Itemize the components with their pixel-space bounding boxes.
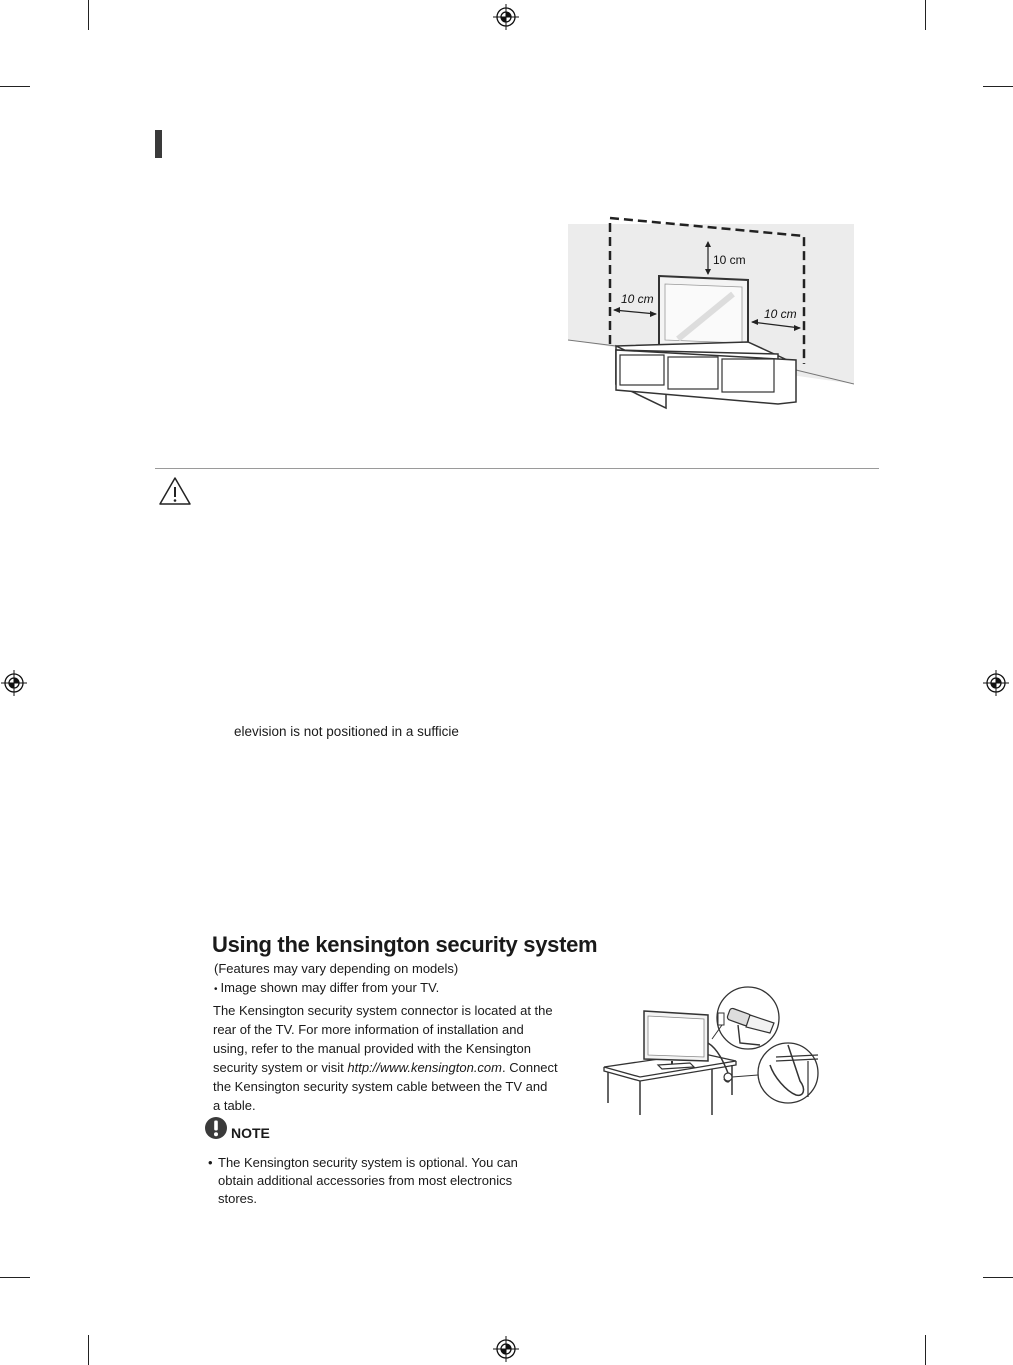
- top-clearance-label: 10 cm: [713, 253, 746, 267]
- kensington-heading: Using the kensington security system: [212, 932, 598, 957]
- zoom-leader: [732, 1075, 758, 1077]
- crop-mark: [0, 1277, 30, 1278]
- crop-mark: [925, 0, 926, 30]
- image-note: Image shown may differ from your TV.: [220, 980, 440, 995]
- registration-mark-icon: [1, 670, 27, 696]
- crop-mark: [0, 86, 30, 87]
- tv-panel: [648, 1016, 704, 1057]
- image-note-line: [214, 980, 439, 995]
- section-marker: [155, 130, 162, 158]
- bullet: •: [214, 984, 218, 995]
- registration-mark-icon: [493, 1336, 519, 1362]
- cable-lock: [724, 1073, 732, 1081]
- kensington-description: [213, 1001, 558, 1115]
- crop-mark: [88, 1335, 89, 1365]
- zoom-detail-anchor: [758, 1043, 818, 1103]
- note-label: NOTE: [231, 1125, 270, 1141]
- description-part2: . Connect the Kensington security system cable between the TV and a table.: [213, 1060, 558, 1113]
- crop-mark: [925, 1335, 926, 1365]
- right-clearance-label: 10 cm: [764, 307, 797, 321]
- note-exclamation-icon: [204, 1116, 228, 1140]
- left-clearance-label: 10 cm: [621, 292, 654, 306]
- note-body: [208, 1154, 528, 1208]
- section-divider: [155, 468, 879, 469]
- crop-mark: [88, 0, 89, 30]
- kensington-illustration: [600, 985, 822, 1117]
- caution-triangle-icon: [158, 476, 192, 506]
- crop-mark: [983, 1277, 1013, 1278]
- tv-clearance-diagram: [568, 214, 854, 410]
- description-part1: The Kensington security system connector is located at the rear of the TV. For more information of installation and using, refer to the manual provided with the Kensington security system or visit: [213, 1003, 553, 1075]
- features-subtitle: (Features may vary depending on models): [214, 961, 459, 976]
- partial-text-fragment: elevision is not positioned in a sufficie: [234, 724, 459, 739]
- registration-mark-icon: [493, 4, 519, 30]
- lock-slot: [718, 1013, 724, 1025]
- bullet: •: [208, 1155, 213, 1170]
- note-text: The Kensington security system is optional. You can obtain additional accessories from most electronics stores.: [218, 1155, 518, 1206]
- registration-mark-icon: [983, 670, 1009, 696]
- kensington-link[interactable]: http://www.kensington.com: [347, 1060, 502, 1075]
- crop-mark: [983, 86, 1013, 87]
